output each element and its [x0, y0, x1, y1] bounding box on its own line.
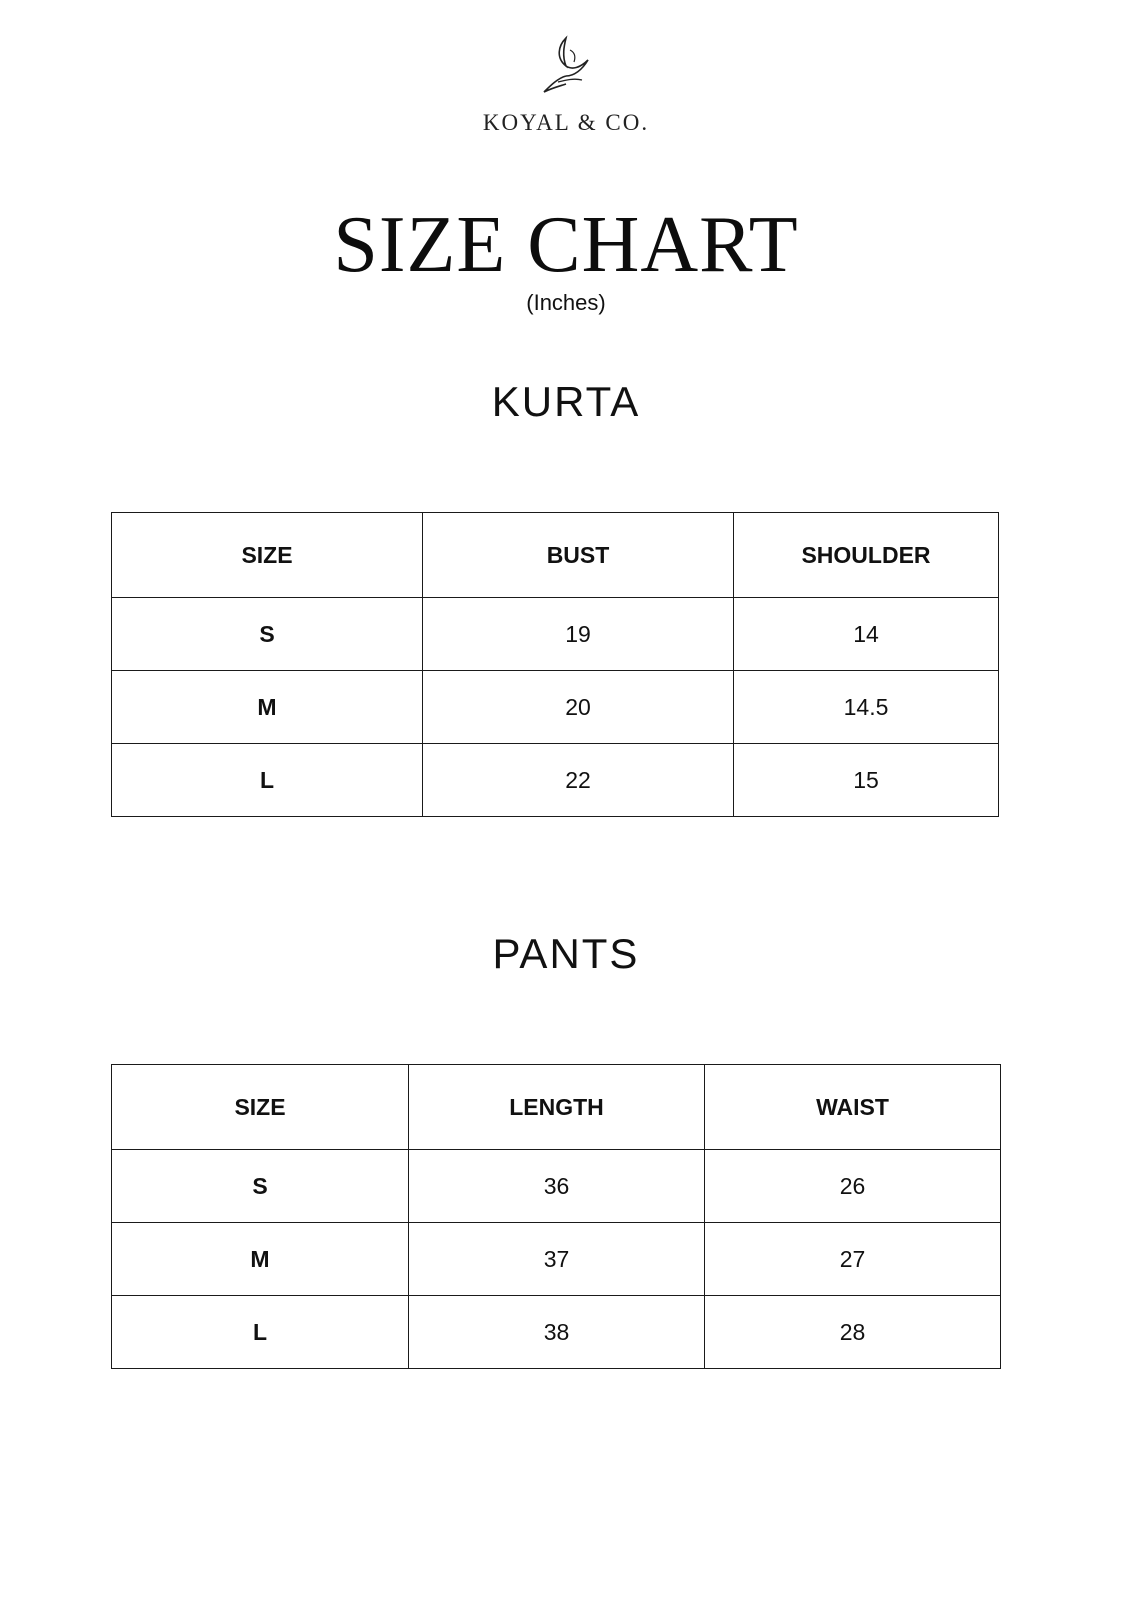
shoulder-cell: 15: [734, 744, 999, 817]
kurta-size-table: [111, 512, 999, 817]
table-header-row: [112, 513, 999, 598]
table-header-row: [112, 1065, 1001, 1150]
waist-cell: 26: [705, 1150, 1001, 1223]
bust-cell: 22: [423, 744, 734, 817]
column-header: LENGTH: [409, 1065, 705, 1150]
table-row: [112, 671, 999, 744]
size-cell: L: [112, 744, 423, 817]
column-header: WAIST: [705, 1065, 1001, 1150]
column-header: SHOULDER: [734, 513, 999, 598]
waist-cell: 27: [705, 1223, 1001, 1296]
pants-size-table: [111, 1064, 1001, 1369]
table-row: [112, 1150, 1001, 1223]
size-cell: M: [112, 671, 423, 744]
shoulder-cell: 14.5: [734, 671, 999, 744]
size-cell: S: [112, 1150, 409, 1223]
bird-logo-icon: [536, 34, 596, 100]
bust-cell: 20: [423, 671, 734, 744]
size-cell: L: [112, 1296, 409, 1369]
column-header: SIZE: [112, 1065, 409, 1150]
page-title: SIZE CHART: [333, 201, 799, 289]
table-row: [112, 744, 999, 817]
pants-section-title: PANTS: [492, 930, 640, 977]
size-cell: M: [112, 1223, 409, 1296]
shoulder-cell: 14: [734, 598, 999, 671]
table-row: [112, 598, 999, 671]
size-cell: S: [112, 598, 423, 671]
column-header: SIZE: [112, 513, 423, 598]
units-subtitle: (Inches): [526, 290, 606, 315]
length-cell: 36: [409, 1150, 705, 1223]
brand-logo: [0, 34, 1132, 100]
bust-cell: 19: [423, 598, 734, 671]
kurta-section-title: KURTA: [491, 378, 641, 425]
column-header: BUST: [423, 513, 734, 598]
length-cell: 37: [409, 1223, 705, 1296]
waist-cell: 28: [705, 1296, 1001, 1369]
length-cell: 38: [409, 1296, 705, 1369]
brand-name: KOYAL & CO.: [482, 110, 650, 135]
table-row: [112, 1296, 1001, 1369]
table-row: [112, 1223, 1001, 1296]
